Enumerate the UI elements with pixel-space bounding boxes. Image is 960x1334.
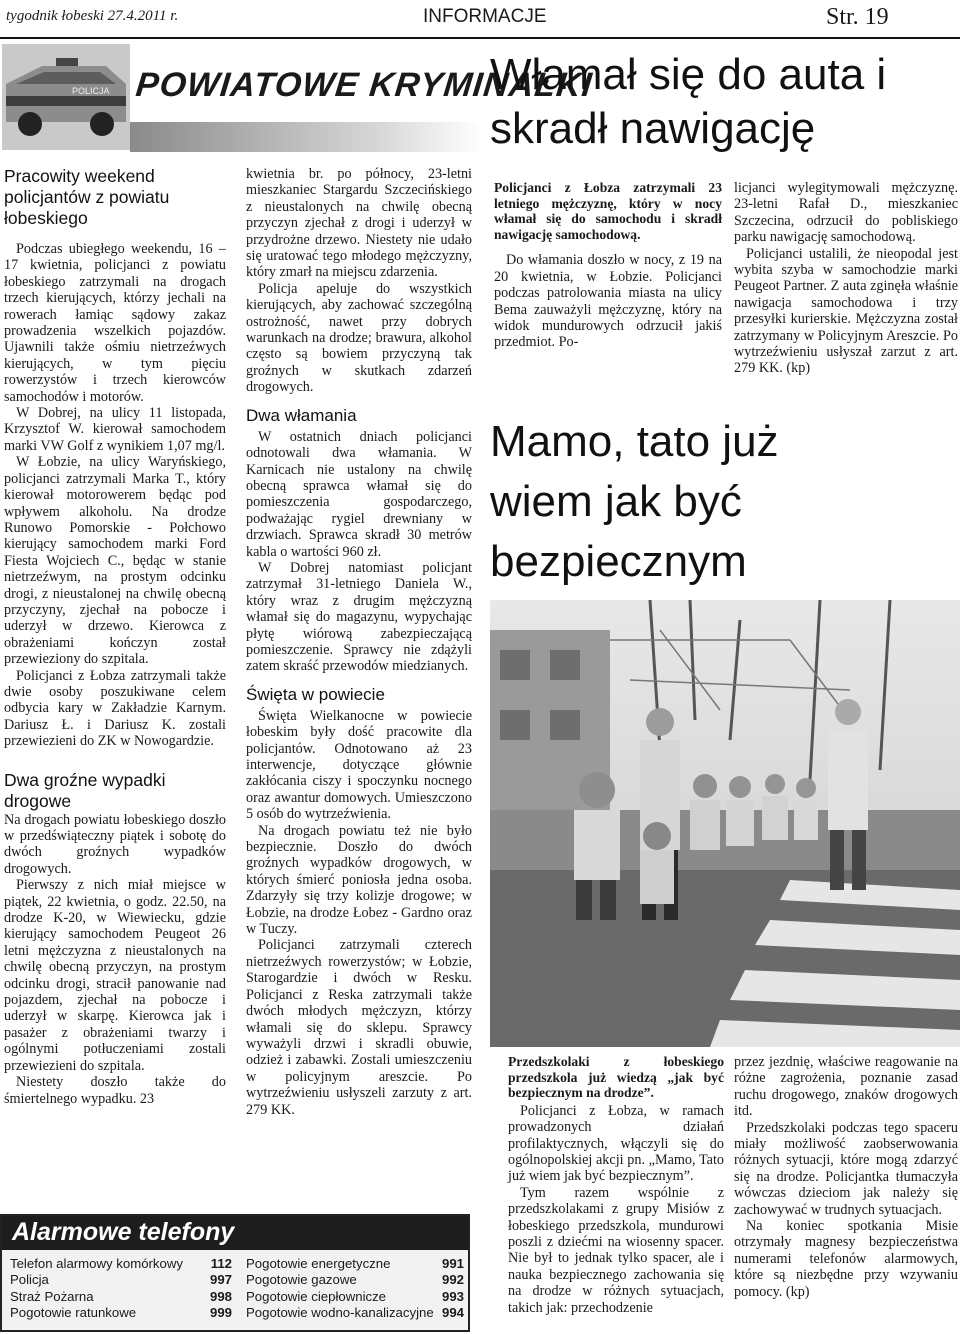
paragraph: Przedszkolaki podczas tego spaceru miały możliwość zaobserwowania różnych sytuacji, które mogą zdarzyć się na drodze. Policjantka tłumaczyła wówczas dzieciom jak należy się zachowywać w trudnych sytuacjach.: [734, 1119, 958, 1218]
paragraph: przez jezdnię, właściwe reagowanie na różne zagrożenia, poznanie zasad ruchu drogowego, znaków drogowych itd.: [734, 1054, 958, 1120]
article-title: Dwa włamania: [246, 405, 357, 425]
paragraph: kwietnia br. po północy, 23-letni mieszkaniec Stargardu Szczecińskiego z nieustalonych na chwilę obecną przyczyn zjechał z drogi i uderzył w przydrożne drzewo. Niestety nie udało się uratować tego młodego mężczyzny, który zmarł na miejscu zdarzenia.: [246, 166, 472, 281]
paragraph: W Łobzie, na ulicy Waryńskiego, policjanci zatrzymali Marka T., który kierował motorowerem będąc pod wpływem alkoholu. Na drodze Runowo Pomorskie - Połchowo kierujący samochodem marki Ford Fiesta Wojciech C., będąc w stanie nietrzeźwym, na prostym odcinku drogi, z nieustalonej na chwilę obecną przyczyny, zjechał na pobocze i uderzył w drzewo. Kierowca z obrażeniami kończyn został przewieziony do szpitala.: [4, 454, 226, 668]
article-body: [4, 812, 226, 1107]
alarm-phones-box: [0, 1214, 470, 1332]
alarm-row: Pogotowie wodno-kanalizacyjne 994: [246, 1305, 464, 1321]
paragraph: Do włamania doszło w nocy, z 19 na 20 kwietnia, w Łobzie. Policjanci podczas patrolowania miasta na ulicy Bema zauważyli mężczyznę, który na widok mundurowych odrzucił jakiś przedmiot. Po-: [494, 252, 722, 351]
alarm-row: Pogotowie ciepłownicze 993: [246, 1288, 464, 1304]
paragraph: Niestety doszło także do śmiertelnego wypadku. 23: [4, 1074, 226, 1107]
paragraph: W ostatnich dniach policjanci odnotowali dwa włamania. W Karnicach nie ustalony na chwilę obecną sprawca włamał się do pomieszczenia gospodarczego, podważając rygiel drewniany w drzwiach. Sprawca skradł 30 metrów kabla o wartości 960 zł.: [246, 428, 472, 560]
alarm-list-left: [10, 1256, 232, 1322]
article-navigation-col1: [494, 180, 722, 351]
paragraph: Święta Wielkanocne w powiecie łobeskim były dość pracowite dla policjantów. Odnotowano aż 23 interwencje, dotyczące głównie zakłócania ciszy i spoczynku nocnego oraz awantur domowych. Umieszczono 5 osób do wytrzeźwienia.: [246, 707, 472, 823]
alarm-box-title: Alarmowe telefony: [2, 1216, 468, 1250]
section-name: INFORMACJE: [423, 6, 547, 27]
masthead: [0, 0, 960, 40]
paragraph: Na drogach powiatu też nie było bezpiecznie. Doszło do dwóch groźnych wypadków drogowych, w których śmierć poniosła jedna osoba. Zdarzyły się trzy kolizje drogowe; w Łobzie, na drodze Łobez - Gardno oraz w Tuczy.: [246, 822, 472, 938]
article-kids-col1: [508, 1054, 724, 1316]
paragraph: Policjanci z Łobza, w ramach prowadzonych działań profilaktycznych, włączyli się do ogólnopolskiej akcji pn. „Mamo, Tato już wiem jak być bezpiecznym”.: [508, 1102, 724, 1185]
article-weekend: [4, 166, 226, 1107]
alarm-row: Telefon alarmowy komórkowy 112: [10, 1256, 232, 1271]
article-title: Święta w powiecie: [246, 684, 385, 704]
children-crossing-photo: [490, 600, 960, 1047]
article-body: [4, 241, 226, 750]
banner-shade: [130, 122, 482, 152]
alarm-row: Straż Pożarna 998: [10, 1288, 232, 1304]
article-col2: [246, 166, 472, 1118]
article-title: Dwa groźne wypadki drogowe: [4, 769, 166, 811]
paragraph: W Dobrej natomiast policjant zatrzymał 31-letniego Daniela W., który wraz z drugim mężczyzną włamał się do magazynu, wypychając płytę wiórową zabezpieczającą pomieszczenie. Sprawcy nie zdążyli zatem skraść przewodów miedzianych.: [246, 559, 472, 675]
alarm-row: Pogotowie energetyczne 991: [246, 1256, 464, 1271]
paragraph: licjanci wylegitymowali mężczyznę. 23-letni Rafał D., mieszkaniec Szczecina, odrzucił do pobliskiego parku nawigację samochodową.: [734, 180, 958, 246]
paragraph: Policjanci z Łobza zatrzymali także dwie osoby poszukiwane celem odbycia kary w Zakładzie Karnym. Dariusz Ł. i Dariusz K. zostali przewiezieni do ZK w Nowogardzie.: [4, 667, 226, 750]
paragraph: Policjanci ustalili, że nieopodal jest wybita szyba w samochodzie marki Peugeot Partner. Z auta zginęła właśnie nawigacja samochodowa i trzy przesyłki kurierskie. Mężczyzna został zatrzymany w Policyjnym Areszcie. Po wytrzeźwieniu usłyszał zarzut z art. 279 KK. (kp): [734, 245, 958, 377]
alarm-list-right: [246, 1256, 464, 1322]
paragraph: W Dobrej, na ulicy 11 listopada, Krzysztof W. kierował samochodem marki VW Golf z wynikiem 1,07 mg/l.: [4, 405, 226, 454]
top-rule: [0, 37, 960, 39]
article-lead: Przedszkolaki z łobeskiego przedszkola już wiedzą „jak być bezpiecznym na drodze”.: [508, 1054, 724, 1101]
article-kids-col2: [734, 1054, 958, 1300]
article-lead: Policjanci z Łobza zatrzymali 23 letniego mężczyznę, który w nocy włamał się do samochodu i skradł nawigację samochodową.: [494, 180, 722, 242]
paragraph: Na koniec spotkania Misie otrzymały magnesy bezpieczeństwa numerami telefonów alarmowych, które są niezbędne przy wzywaniu pomocy. (kp): [734, 1218, 958, 1300]
alarm-row: Pogotowie ratunkowe 999: [10, 1305, 232, 1321]
police-car-photo: [2, 44, 130, 150]
paragraph: Pierwszy z nich miał miejsce w piątek, 22 kwietnia, o godz. 22.50, na drodze K-20, w Wiewiecku, gdzie kierujący samochodem Peugeot 26 letni mężczyzna z nieustalonych na chwilę obecną przyczyn, na prostym odcinku drogi, stracił panowanie nad pojazdem, zjechał na pobocze i uderzył w skarpę. Kierowca jak i pasażer z obrażeniami twarzy i ogólnymi potłuczeniami zostali przewiezieni do szpitala.: [4, 877, 226, 1074]
paragraph: Policjanci zatrzymali czterech nietrzeźwych rowerzystów; w Łobzie, Starogardzie i dwóch w Resku. Policjanci z Reska zatrzymali także dwóch młodych mężczyzn, którzy włamali się do sklepu. Sprawcy wyważyli drzwi i skradli obuwie, odzież i zabawki. Zostali umieszczeniu w policyjnym areszcie. Po wytrzeźwieniu usłyszeli zarzuty z art. 279 KK.: [246, 937, 472, 1118]
sub-headline: Mamo, tato już wiem jak być bezpiecznym: [490, 417, 779, 586]
page-number: Str. 19: [826, 4, 889, 30]
paragraph: Policja apeluje do wszystkich kierujących, aby zachować szczególną ostrożność, nawet przy dobrych warunkach na drodze; brawura, alkohol często są bowiem przyczyną tak groźnych w skutkach zdarzeń drogowych.: [246, 280, 472, 396]
car-label: POLICJA: [72, 86, 110, 96]
article-title: Pracowity weekend policjantów z powiatu łobeskiego: [4, 166, 170, 228]
paragraph: Podczas ubiegłego weekendu, 16 – 17 kwietnia, policjanci z powiatu łobeskiego zatrzymali na drogach trzech kierujących, którzy jechali na rowerach łamiąc sądowy zakaz prowadzenia wszelkich pojazdów. Ujawnili także ośmiu nietrzeźwych kierujących, w tym pięciu rowerzystów i trzech kierowców samochodów i motorów.: [4, 241, 226, 405]
paper-name: tygodnik łobeski 27.4.2011 r.: [6, 8, 179, 24]
section-banner-title: POWIATOWE KRYMINAŁKI: [134, 66, 595, 104]
alarm-row: Pogotowie gazowe 992: [246, 1272, 464, 1288]
main-headline: Włamał się do auta i skradł nawigację: [490, 50, 887, 153]
article-navigation-col2: [734, 180, 958, 377]
alarm-row: Policja 997: [10, 1272, 232, 1288]
paragraph: Na drogach powiatu łobeskiego doszło w przedświąteczny piątek i sobotę do dwóch groźnych wypadków drogowych.: [4, 811, 226, 877]
paragraph: Tym razem wspólnie z przedszkolakami z grupy Misiów z łobeskiego przedszkola, mundurowi poszli z dziećmi na wiosenny spacer. Nie był to jednak tylko spacer, ale i nauka bezpiecznego zachowania się na drodze w różnych sytuacjach, takich jak: przechodzenie: [508, 1184, 724, 1316]
